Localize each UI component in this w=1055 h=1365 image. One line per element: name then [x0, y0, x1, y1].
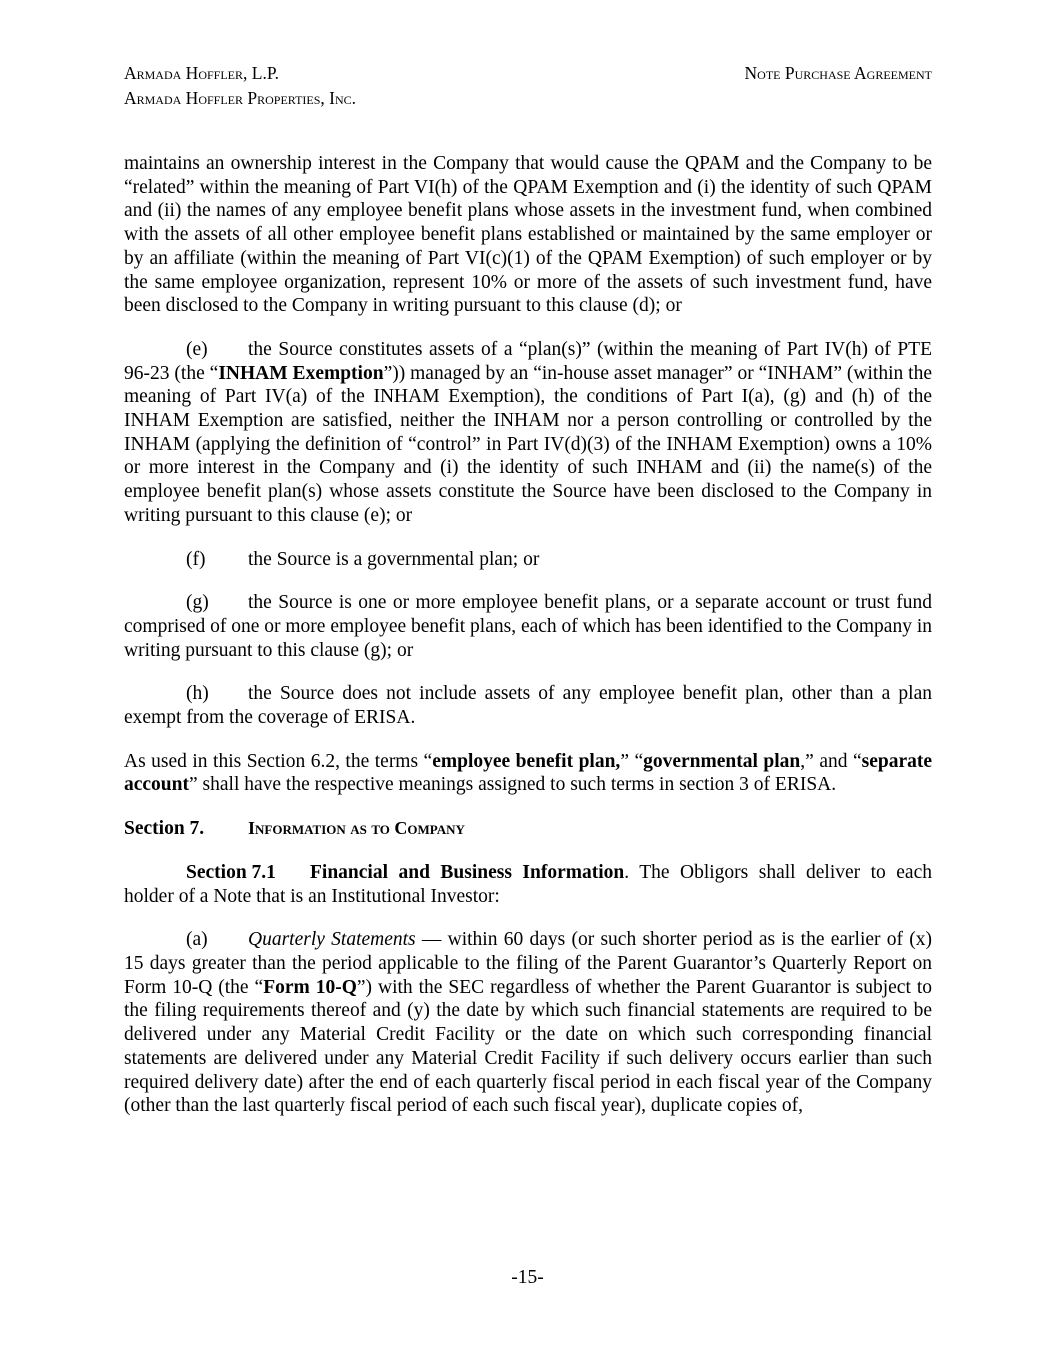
definitions-text-4: ” shall have the respective meanings assigned to such terms in section 3 of ERISA. — [189, 774, 837, 796]
header-party-2: Armada Hoffler Properties, Inc. — [124, 88, 357, 108]
document-body — [124, 152, 932, 1118]
definitions-text-3: ,” and “ — [800, 750, 862, 772]
header-party-1: Armada Hoffler, L.P. — [124, 63, 279, 83]
clause-a-text-1: — within 60 days (or such shorter period as is the earlier of (x) 15 days greater than the period applicable to the filing of the Parent Guarantor’s Quarterly Report on Form 10-Q (the “ — [124, 929, 932, 998]
clause-g-label: (g) — [186, 592, 209, 614]
section-7-heading — [124, 817, 932, 841]
header-party-names — [124, 61, 356, 111]
header-document-title: Note Purchase Agreement — [744, 63, 932, 83]
clause-e-text-2: ”)) managed by an “in-house asset manager” or “INHAM” (within the meaning of Part IV(a) of the INHAM Exemption), the conditions of Part I(a), (g) and (h) of the INHAM Exemption are satisfied, neither the INHAM nor a person controlling or controlled by the INHAM (applying the definition of “control” in Part IV(d)(3) of the INHAM Exemption) owns a 10% or more interest in the Company and (i) the identity of such INHAM and (ii) the name(s) of the employee benefit plan(s) whose assets constitute the Source have been disclosed to the Company in writing pursuant to this clause (e); or — [124, 362, 932, 526]
clause-h-label: (h) — [186, 683, 209, 705]
defined-term-form-10q: Form 10-Q — [263, 976, 357, 998]
section-7-number: Section 7. — [124, 818, 205, 840]
document-page — [124, 61, 932, 1138]
page-number: -15- — [511, 1267, 544, 1288]
running-header — [124, 61, 932, 111]
clause-a-heading: Quarterly Statements — [248, 929, 416, 951]
section-7-1-paragraph — [124, 861, 932, 908]
definitions-text-2: ” “ — [620, 750, 644, 772]
clause-f — [124, 548, 932, 572]
defined-term-inham-exemption: INHAM Exemption — [218, 362, 384, 384]
defined-term-governmental-plan: governmental plan — [643, 750, 801, 772]
section-7-title: Information as to Company — [248, 818, 465, 839]
clause-h — [124, 682, 932, 729]
clause-f-text: the Source is a governmental plan; or — [248, 548, 540, 570]
clause-f-label: (f) — [186, 548, 206, 570]
clause-a-quarterly-statements — [124, 928, 932, 1118]
section-7-1-title: Financial and Business Information — [310, 861, 625, 883]
clause-a-text-2: ”) with the SEC regardless of whether the Parent Guarantor is subject to the filing requirements thereof and (y) the date by which such financial statements are required to be delivered under any Material Credit Facility or the date on which such corresponding financial statements are delivered under any Material Credit Facility if such delivery occurs earlier than such required delivery date) after the end of each quarterly fiscal period in each fiscal year of the Company (other than the last quarterly fiscal period of each such fiscal year), duplicate copies of, — [124, 976, 932, 1117]
defined-term-separate-account: separate account — [124, 750, 933, 796]
definitions-paragraph — [124, 750, 932, 797]
clause-e-label: (e) — [186, 338, 208, 360]
defined-term-employee-benefit-plan: employee benefit plan, — [432, 750, 621, 772]
clause-e — [124, 338, 932, 528]
section-7-1-text: . The Obligors shall deliver to each holder of a Note that is an Institutional Investor: — [124, 861, 932, 907]
section-7-1-number: Section 7.1 — [186, 861, 276, 883]
definitions-text-1: As used in this Section 6.2, the terms “ — [124, 750, 433, 772]
clause-g-text: the Source is one or more employee benefit plans, or a separate account or trust fund comprised of one or more employee benefit plans, each of which has been identified to the Company in writing pursuant to this clause (g); or — [124, 592, 932, 661]
paragraph-d-continuation: maintains an ownership interest in the Company that would cause the QPAM and the Company to be “related” within the meaning of Part VI(h) of the QPAM Exemption and (i) the identity of such QPAM and (ii) the names of any employee benefit plans whose assets in the investment fund, when combined with the assets of all other employee benefit plans established or maintained by the same employer or by an affiliate (within the meaning of Part VI(c)(1) of the QPAM Exemption) of such employer or by the same employee organization, represent 10% or more of the assets of such investment fund, have been disclosed to the Company in writing pursuant to this clause (d); or — [124, 153, 932, 317]
clause-a-label: (a) — [186, 929, 208, 951]
clause-h-text: the Source does not include assets of any employee benefit plan, other than a plan exempt from the coverage of ERISA. — [124, 683, 932, 729]
clause-e-text-1: the Source constitutes assets of a “plan(s)” (within the meaning of Part IV(h) of PTE 96-23 (the “ — [124, 338, 932, 384]
clause-g — [124, 591, 932, 662]
